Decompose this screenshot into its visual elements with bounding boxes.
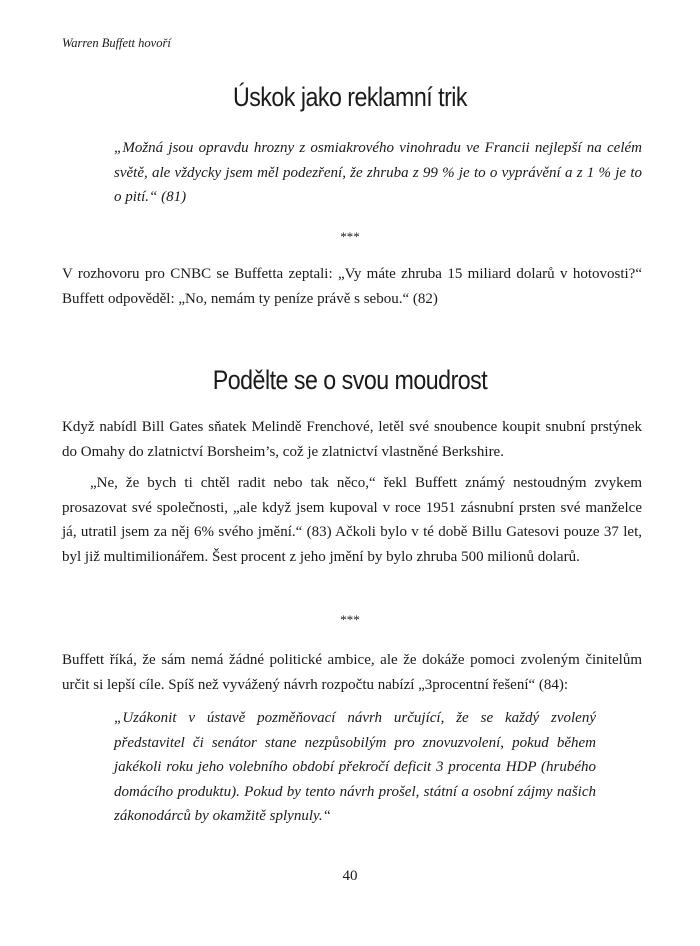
section-separator: *** [340,612,360,627]
section-title-wisdom: Podělte se o svou moudrost [212,365,488,395]
section-separator: *** [340,229,360,244]
politics-paragraph: Buffett říká, že sám nemá žádné politické ambice, ale že dokáže pomoci zvoleným činitelům určit si lepší cíle. Spíš než vyvážený návrh rozpočtu nabízí „3procentní řešení“ (84): [62,652,642,693]
running-head: Warren Buffett hovoří [62,36,171,50]
cnbc-paragraph: V rozhovoru pro CNBC se Buffetta zeptali: „Vy máte zhruba 15 miliard dolarů v hotovosti?“ Buffett odpověděl: „No, nemám ty peníze právě s sebou.“ (82) [62,266,642,307]
opening-quote: „Možná jsou opravdu hrozny z osmiakrového vinohradu ve Francii nejlepší na celém světě, ale vždycky jsem měl podezření, že zhruba z 99 % je to o vyprávění a z 1 % je to o pití.“ (81) [114,140,642,205]
amendment-quote: „Uzákonit v ústavě pozměňovací návrh určující, že se každý zvolený představitel či senátor stane nezpůsobilým pro znovuzvolení, pokud během jakékoli roku jeho volebního období překročí deficit 3 procenta HDP (hrubého domácího produktu). Pokud by tento návrh prošel, státní a osobní zájmy našich zákonodárců by okamžitě splynuly.“ [114,710,596,824]
page-number: 40 [342,868,358,884]
gates-paragraph: Když nabídl Bill Gates sňatek Melindě Frenchové, letěl své snoubence koupit snubní prstýnek do Omahy do zlatnictví Borsheim’s, což je zlatnictví vlastněné Berkshire. [62,419,642,460]
section-title-trick: Úskok jako reklamní trik [232,82,468,112]
ring-paragraph: „Ne, že bych ti chtěl radit nebo tak něco,“ řekl Buffett známý nestoudným zvykem prosazovat své společnosti, „ale když jsem kupoval v roce 1951 zásnubní prsten své manželce já, utratil jsem za něj 6% svého jmění.“ (83) Ačkoli bylo v té době Billu Gatesovi pouze 37 let, byl již multimilionářem. Šest procent z jeho jmění by bylo zhruba 500 milionů dolarů. [62,475,642,565]
